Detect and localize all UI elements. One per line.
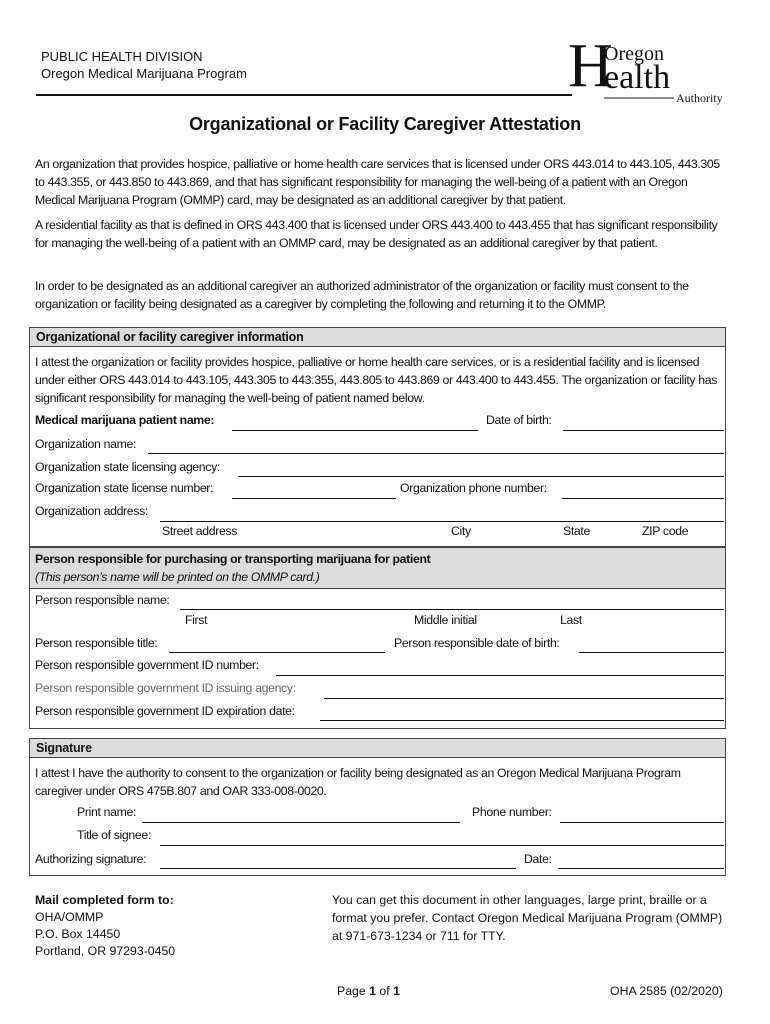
- person-dob-field[interactable]: [579, 652, 724, 653]
- signee-title-field[interactable]: [160, 845, 724, 846]
- page-prefix: Page: [337, 984, 366, 998]
- org-name-label: Organization name:: [35, 437, 137, 451]
- form-code: OHA 2585 (02/2020): [610, 984, 723, 998]
- first-sublabel: First: [185, 613, 208, 627]
- org-attestation: I attest the organization or facility provides hospice, palliative or home health care services, or is a residential facility and is licensed under either ORS 443.014 to 443.105, 443.305 to 443.355, 443.805 to 443.869 or 443.400 to 443.455. The organization or facility has significant responsibility for managing the well-being of patient named below.: [35, 355, 718, 405]
- person-section-subheading: (This person’s name will be printed on the OMMP card.): [35, 570, 320, 584]
- signee-phone-field[interactable]: [560, 822, 724, 823]
- org-phone-field[interactable]: [562, 498, 724, 499]
- page-number: [337, 982, 400, 1000]
- org-address-label: Organization address:: [35, 504, 148, 518]
- gov-id-label: Person responsible government ID number:: [35, 658, 259, 672]
- issuing-agency-label: Person responsible government ID issuing agency:: [35, 681, 296, 695]
- street-sublabel: Street address: [162, 524, 238, 538]
- org-name-field[interactable]: [148, 453, 724, 454]
- org-address-field[interactable]: [160, 521, 724, 522]
- person-name-field[interactable]: [180, 609, 724, 610]
- mail-line-3: Portland, OR 97293-0450: [35, 944, 176, 958]
- oha-logo: [566, 36, 734, 106]
- intro-paragraph-3: In order to be designated as an additional caregiver an authorized administrator of the organization or facility must consent to the organization or facility being designated as a caregiver by completing the following and returning it to the OMMP.: [35, 279, 689, 311]
- middle-sublabel: Middle initial: [414, 613, 477, 627]
- patient-name-field[interactable]: [232, 430, 478, 431]
- print-name-field[interactable]: [142, 822, 460, 823]
- page-total: 1: [393, 984, 400, 998]
- signature-section-heading: Signature: [30, 739, 725, 758]
- patient-dob-label: Date of birth:: [486, 413, 552, 427]
- org-section-heading: Organizational or facility caregiver information: [30, 328, 725, 347]
- state-sublabel: State: [563, 524, 590, 538]
- page-current: 1: [369, 984, 376, 998]
- person-name-label: Person responsible name:: [35, 593, 170, 607]
- logo-authority: Authority: [676, 91, 723, 105]
- org-phone-label: Organization phone number:: [400, 481, 547, 495]
- signee-title-label: Title of signee:: [77, 828, 151, 842]
- person-title-field[interactable]: [169, 652, 385, 653]
- mail-line-2: P.O. Box 14450: [35, 927, 121, 941]
- page-of: of: [379, 984, 390, 998]
- logo-ealth: ealth: [604, 59, 671, 96]
- gov-id-field[interactable]: [276, 675, 724, 676]
- signature-attestation: I attest I have the authority to consent to the organization or facility being designated as an Oregon Medical Marijuana Program caregiver under ORS 475B.807 and OAR 333-008-0020.: [35, 766, 681, 798]
- auth-signature-field[interactable]: [160, 868, 516, 869]
- person-section-heading: Person responsible for purchasing or transporting marijuana for patient: [35, 552, 431, 566]
- logo-health-h: H: [568, 36, 613, 100]
- form-title: Organizational or Facility Caregiver Attestation: [189, 114, 581, 134]
- signee-phone-label: Phone number:: [472, 805, 552, 819]
- intro-paragraph-2: A residential facility as that is defined in ORS 443.400 that is licensed under ORS 443.400 to 443.455 that has significant responsibility for managing the well-being of a patient with an OMMP card, may be designated as an additional caregiver by that patient.: [35, 218, 718, 250]
- intro-paragraph-1: An organization that provides hospice, palliative or home health care services that is licensed under ORS 443.014 to 443.105, 443.305 to 443.355, or 443.850 to 443.869, and that has significant responsibility for managing the well-being of a patient with an Oregon Medical Marijuana Program (OMMP) card, may be designated as an additional caregiver by that patient.: [35, 157, 720, 207]
- expiration-label: Person responsible government ID expiration date:: [35, 704, 295, 718]
- division-name: PUBLIC HEALTH DIVISION: [41, 49, 203, 64]
- mail-heading: Mail completed form to:: [35, 893, 174, 907]
- zip-sublabel: ZIP code: [642, 524, 689, 538]
- header-rule: [36, 94, 572, 96]
- org-agency-label: Organization state licensing agency:: [35, 460, 220, 474]
- person-dob-label: Person responsible date of birth:: [394, 636, 560, 650]
- auth-signature-label: Authorizing signature:: [35, 852, 147, 866]
- accessibility-notice: You can get this document in other languages, large print, braille or a format you prefer. Contact Oregon Medical Marijuana Program (OMMP) at 971-673-1234 or 711 for TTY.: [332, 893, 723, 943]
- city-sublabel: City: [451, 524, 471, 538]
- issuing-agency-field[interactable]: [324, 698, 724, 699]
- org-license-field[interactable]: [232, 498, 396, 499]
- patient-name-label: Medical marijuana patient name:: [35, 413, 215, 427]
- expiration-field[interactable]: [320, 720, 724, 721]
- program-name: Oregon Medical Marijuana Program: [41, 66, 247, 81]
- org-agency-field[interactable]: [238, 476, 724, 477]
- person-title-label: Person responsible title:: [35, 636, 158, 650]
- mail-line-1: OHA/OMMP: [35, 910, 104, 924]
- print-name-label: Print name:: [77, 805, 137, 819]
- org-license-label: Organization state license number:: [35, 481, 214, 495]
- signature-date-label: Date:: [524, 852, 552, 866]
- logo-oregon: Oregon: [604, 43, 664, 65]
- signature-date-field[interactable]: [558, 868, 724, 869]
- last-sublabel: Last: [560, 613, 582, 627]
- patient-dob-field[interactable]: [563, 430, 724, 431]
